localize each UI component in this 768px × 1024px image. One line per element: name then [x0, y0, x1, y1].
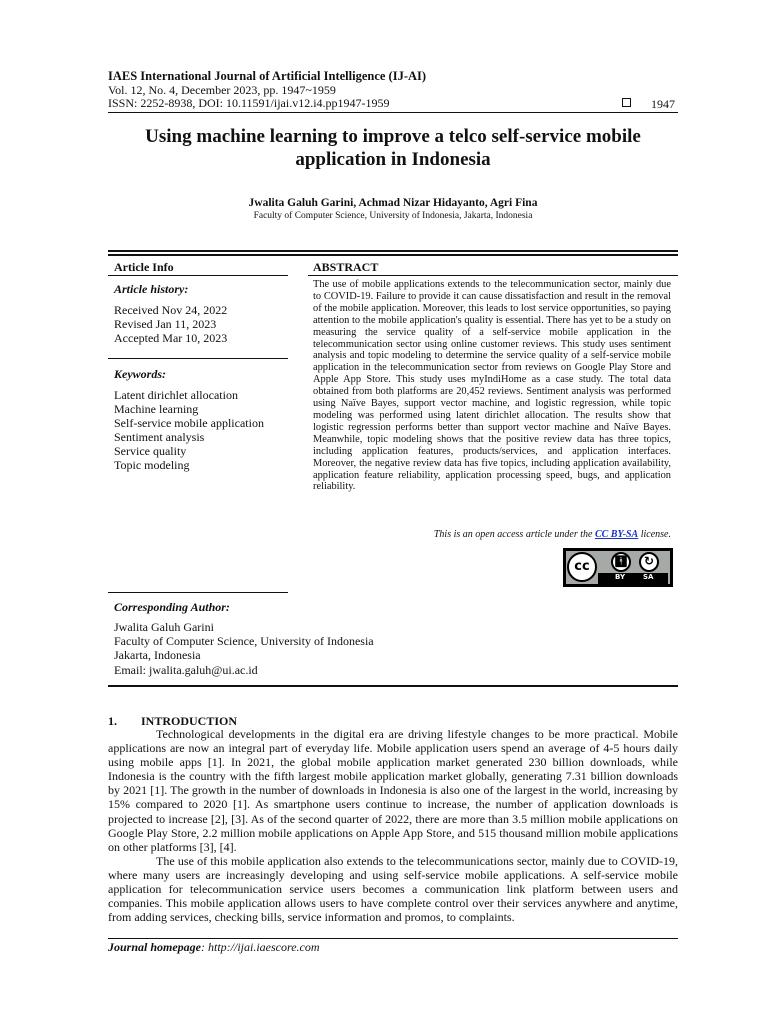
front-matter-end-rule — [108, 685, 678, 687]
corresponding-heading: Corresponding Author: — [114, 600, 230, 614]
introduction-paragraph: Technological developments in the digital era are driving lifestyle changes to be more practical. Mobile applications are now an integral part of everyday life. Mobile application users spend an average of 4-5 hours daily using mobile apps [1]. In 2021, the global mobile application market generated 230 billion downloads, while Indonesia is the country with the fifth largest mobile application market globally, generating 7.31 billion downloads by 2021 [1]. The growth in the number of downloads in Indonesia is also one of the largest in the world, increasing by 15% compared to 2020 [1]. As smartphone users continue to increase, the number of application downloads is projected to increase [2], [3]. As of the second quarter of 2022, there are more than 3.5 million mobile applications on Google Play Store, 2.2 million mobile applications on Apple App Store, and 515 thousand million mobile applications on other platforms [3], [4]. — [108, 727, 678, 854]
keywords-heading: Keywords: — [114, 367, 166, 381]
article-info-heading: Article Info — [114, 260, 174, 274]
keyword-item: Sentiment analysis — [114, 430, 205, 444]
introduction-body — [108, 727, 678, 924]
license-link[interactable]: CC BY-SA — [594, 529, 639, 540]
abstract-text: The use of mobile applications extends to the telecommunication sector, mainly due to COVID-19. Failure to provide it can cause dissatisfaction and result in the removal of the mobile application. Moreover, this leads to lost service opportunities, so paying attention to the mobile application's quality is essential. There has yet to be a study on measuring the service quality of a self-service mobile application in the telecommunication sector using online customer reviews. This study uses sentiment analysis and topic modeling to determine the service quality of a self-service mobile application in the telecommunication sector from reviews on Google Play Store and Apple App Store. This study uses myIndiHome as a case study. The total data obtained from both platforms are 20,452 reviews. Sentiment analysis was performed using Naïve Bayes, support vector machine, and logistic regression, while topic modeling was performed using latent dirichlet allocation. The results show that logistic regression performs better than support vector machine and Naïve Bayes. Meanwhile, topic modeling shows that the positive review data has three topics, including application features, products/services, and application interfaces. Moreover, the negative review data has five topics, including application availability, application feature reliability, application processing speed, bugs, and application reliability. — [313, 279, 671, 493]
footer-rule — [108, 938, 678, 939]
journal-issn-doi: ISSN: 2252-8938, DOI: 10.11591/ijai.v12.i4.pp1947-1959 — [108, 96, 390, 110]
double-rule-top — [108, 250, 678, 252]
abstract-heading: ABSTRACT — [313, 260, 379, 274]
page-number: 1947 — [651, 97, 675, 111]
history-received: Received Nov 24, 2022 — [114, 303, 228, 317]
cc-badge-bar — [598, 573, 668, 584]
article-info-rule — [108, 275, 288, 276]
license-suffix: license. — [638, 529, 671, 540]
introduction-paragraph: The use of this mobile application also extends to the telecommunications sector, mainly due to COVID-19, where many users are increasingly developing and using self-service mobile applications. A self-service mobile application for telecommunication service users becomes a communication link platform between users and companies. This mobile application allows users to have complete control over their services anywhere and anytime, from adding services, checking bills, service information and promos, to complaints. — [108, 853, 678, 925]
affiliation: Faculty of Computer Science, University of Indonesia, Jakarta, Indonesia — [253, 211, 533, 221]
history-accepted: Accepted Mar 10, 2023 — [114, 331, 228, 345]
paper-title: Using machine learning to improve a telco self-service mobile application in Indonesia — [145, 126, 641, 170]
keyword-item: Service quality — [114, 444, 187, 458]
corresponding-rule — [108, 592, 288, 593]
keywords-list — [114, 388, 264, 472]
authors: Jwalita Galuh Garini, Achmad Nizar Hidayanto, Agri Fina — [248, 197, 538, 209]
article-history-heading: Article history: — [114, 282, 189, 296]
corresponding-email: Email: jwalita.galuh@ui.ac.id — [114, 662, 258, 677]
introduction-heading: 1. INTRODUCTION — [108, 714, 238, 728]
license-prefix: This is an open access article under the — [433, 529, 595, 540]
keyword-item: Self-service mobile application — [114, 416, 264, 430]
cc-logo-icon: cc — [567, 552, 597, 582]
cc-by-sa-badge[interactable] — [563, 548, 673, 587]
article-history-list — [114, 303, 227, 345]
cc-by-label: BY — [615, 573, 626, 581]
homepage-url[interactable]: : http://ijai.iaescore.com — [201, 940, 320, 954]
header-rule — [108, 112, 678, 113]
square-icon — [622, 98, 631, 107]
keywords-rule — [108, 358, 288, 359]
journal-name: IAES International Journal of Artificial Intelligence (IJ-AI) — [108, 69, 427, 83]
double-rule-bottom — [108, 254, 678, 256]
keyword-item: Machine learning — [114, 402, 199, 416]
corresponding-affiliation: Faculty of Computer Science, University of Indonesia — [114, 634, 374, 649]
corresponding-details — [114, 620, 374, 677]
cc-sa-label: SA — [643, 573, 654, 581]
history-revised: Revised Jan 11, 2023 — [114, 317, 217, 331]
share-alike-icon: ↻ — [639, 552, 659, 572]
abstract-rule — [308, 275, 678, 276]
journal-homepage — [108, 940, 320, 955]
keyword-item: Topic modeling — [114, 458, 190, 472]
homepage-label: Journal homepage — [108, 940, 202, 954]
keyword-item: Latent dirichlet allocation — [114, 388, 238, 402]
corresponding-name: Jwalita Galuh Garini — [114, 620, 214, 634]
license-note — [313, 529, 671, 540]
corresponding-location: Jakarta, Indonesia — [114, 648, 201, 663]
attribution-person-icon: 🚹︎ — [611, 552, 631, 572]
journal-volume: Vol. 12, No. 4, December 2023, pp. 1947~1959 — [108, 83, 336, 97]
